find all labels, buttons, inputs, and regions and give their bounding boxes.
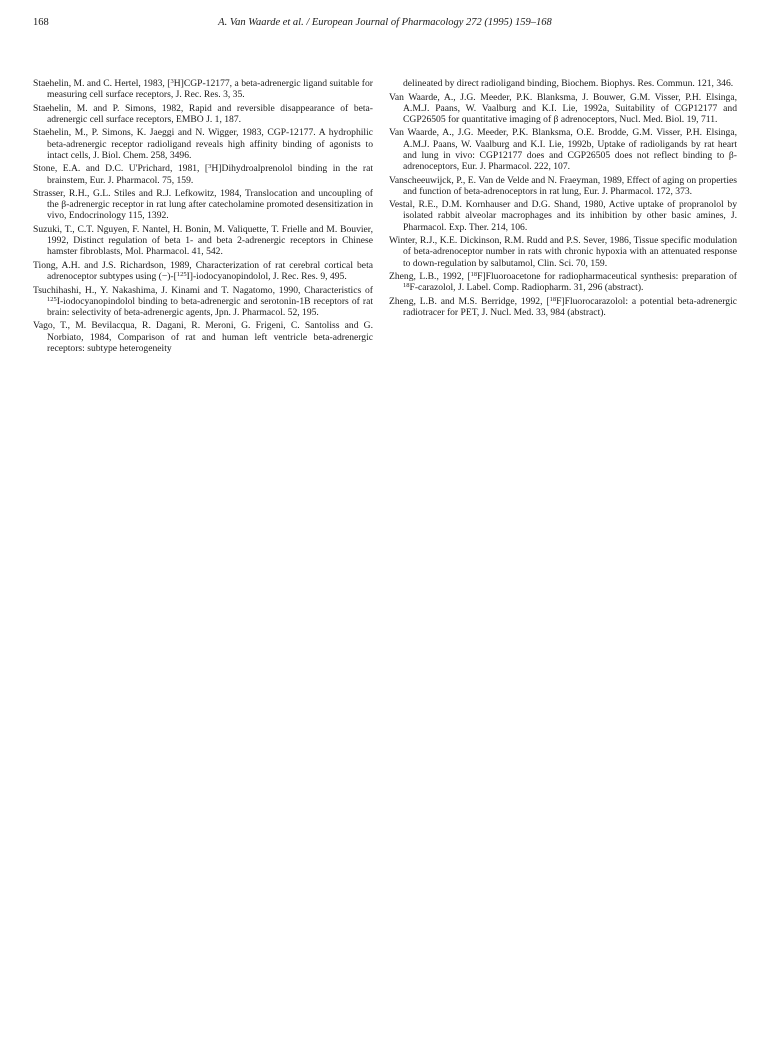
isotope-superscript: 18	[470, 271, 478, 279]
isotope-superscript: 3	[208, 163, 212, 171]
reference-text: F]Fluoroacetone for radiopharmaceutical synthesis: preparation of	[477, 271, 737, 283]
reference-text: Tiong, A.H. and J.S. Richardson, 1989, Characterization of rat cerebral cortical beta adrenoceptor subtypes using (−)-[	[33, 259, 373, 283]
isotope-superscript: 125	[176, 271, 187, 279]
reference-entry	[389, 271, 737, 293]
reference-text: Staehelin, M. and C. Hertel, 1983, [	[33, 78, 171, 89]
isotope-superscript: 18	[549, 295, 557, 303]
reference-entry	[33, 285, 373, 319]
running-head: A. Van Waarde et al. / European Journal of Pharmacology 272 (1995) 159–168	[218, 17, 552, 28]
reference-text: H]CGP-12177, a beta-adrenergic ligand suitable for measuring cell surface receptors, J. Rec. Res. 3, 35.	[47, 78, 373, 101]
reference-text: Strasser, R.H., G.L. Stiles and R.J. Lefkowitz, 1984, Translocation and uncoupling of the β-adrenergic receptor in rat lung after catecholamine promoted desensitization in vivo, Endocrinology 115, 1392.	[33, 188, 373, 222]
reference-entry	[389, 199, 737, 233]
reference-entry	[33, 260, 373, 282]
reference-entry	[33, 188, 373, 222]
reference-entry	[389, 235, 737, 269]
reference-entry	[389, 175, 737, 197]
reference-text: Winter, R.J., K.E. Dickinson, R.M. Rudd and P.S. Sever, 1986, Tissue specific modulation of beta-adrenoceptor number in rats with chronic hypoxia with an attenuated response to down-regulation by salbutamol, Clin. Sci. 70, 159.	[389, 235, 737, 269]
isotope-superscript: 18	[403, 282, 410, 290]
isotope-superscript: 125	[47, 295, 57, 303]
reference-entry	[389, 92, 737, 126]
reference-text: Staehelin, M., P. Simons, K. Jaeggi and N. Wigger, 1983, CGP-12177. A hydrophilic beta-adrenergic receptor radioligand reveals high affinity binding of agonists to intact cells, J. Biol. Chem. 258, 3496.	[33, 127, 373, 161]
reference-text: Vanscheeuwijck, P., E. Van de Velde and N. Fraeyman, 1989, Effect of aging on properties and function of beta-adrenoceptors in rat lung, Eur. J. Pharmacol. 172, 373.	[389, 174, 737, 197]
reference-text: Stone, E.A. and D.C. U'Prichard, 1981, [	[33, 163, 209, 175]
reference-text: Vestal, R.E., D.M. Kornhauser and D.G. Shand, 1980, Active uptake of propranolol by isolated rabbit alveolar macrophages and its inhibition by other basic amines, J. Pharmacol. Exp. Ther. 214, 106.	[389, 199, 737, 233]
references-left-column	[33, 78, 373, 356]
references-right-column	[389, 78, 737, 320]
reference-entry	[33, 127, 373, 161]
reference-text: Van Waarde, A., J.G. Meeder, P.K. Blanksma, O.E. Brodde, G.M. Visser, P.H. Elsinga, A.M.J. Paans, W. Vaalburg and K.I. Lie, 1992b, Uptake of radioligands by rat heart and lung in vivo: CGP12177 does and CGP26505 does not reflect binding to β-adrenoceptors, Eur. J. Pharmacol. 222, 107.	[389, 127, 737, 173]
reference-entry	[389, 127, 737, 172]
reference-text: Vago, T., M. Bevilacqua, R. Dagani, R. Meroni, G. Frigeni, C. Santoliss and G. Norbiato, 1984, Comparison of rat and human left ventricle beta-adrenergic receptors: subtype heterogeneity	[33, 320, 373, 354]
reference-entry	[33, 103, 373, 125]
reference-entry	[389, 296, 737, 318]
reference-text: Zheng, L.B., 1992, [	[389, 271, 471, 283]
reference-entry	[33, 163, 373, 185]
reference-text: Tsuchihashi, H., Y. Nakashima, J. Kinami and T. Nagatomo, 1990, Characteristics of	[33, 284, 373, 296]
reference-entry	[33, 78, 373, 100]
page-header	[33, 17, 737, 33]
reference-entry	[389, 78, 737, 89]
reference-text: Zheng, L.B. and M.S. Berridge, 1992, [	[389, 295, 550, 307]
reference-entry	[33, 224, 373, 258]
reference-text: I-iodocyanopindolol binding to beta-adrenergic and serotonin-1B receptors of rat brain: selectivity of beta-adrenergic agents, Jpn. J. Pharmacol. 52, 195.	[47, 295, 373, 318]
reference-text: F]Fluorocarazolol: a potential beta-adrenergic radiotracer for PET, J. Nucl. Med. 33, 984 (abstract).	[403, 295, 737, 318]
reference-text: Staehelin, M. and P. Simons, 1982, Rapid and reversible disappearance of beta-adrenergic cell surface receptors, EMBO J. 1, 187.	[33, 102, 373, 125]
reference-text: I]-iodocyanopindolol, J. Rec. Res. 9, 495.	[186, 271, 347, 283]
reference-text: Van Waarde, A., J.G. Meeder, P.K. Blanksma, J. Bouwer, G.M. Visser, P.H. Elsinga, A.M.J. Paans, W. Vaalburg and K.I. Lie, 1992a, Suitability of CGP12177 and CGP26505 for quantitative imaging of β adrenoceptors, Nucl. Med. Biol. 19, 711.	[389, 91, 737, 125]
isotope-superscript: 3	[170, 78, 174, 85]
reference-entry	[33, 320, 373, 354]
reference-text: F-carazolol, J. Label. Comp. Radiopharm. 31, 296 (abstract).	[409, 282, 644, 294]
reference-text: Suzuki, T., C.T. Nguyen, F. Nantel, H. Bonin, M. Valiquette, T. Frielle and M. Bouvier, 1992, Distinct regulation of beta 1- and beta 2-adrenergic receptors in Chinese hamster fibroblasts, Mol. Pharmacol. 41, 542.	[33, 223, 373, 258]
reference-text: delineated by direct radioligand binding, Biochem. Biophys. Res. Commun. 121, 346.	[403, 78, 734, 89]
reference-text: H]Dihydroalprenolol binding in the rat brainstem, Eur. J. Pharmacol. 75, 159.	[47, 163, 373, 186]
page-number: 168	[33, 17, 49, 28]
